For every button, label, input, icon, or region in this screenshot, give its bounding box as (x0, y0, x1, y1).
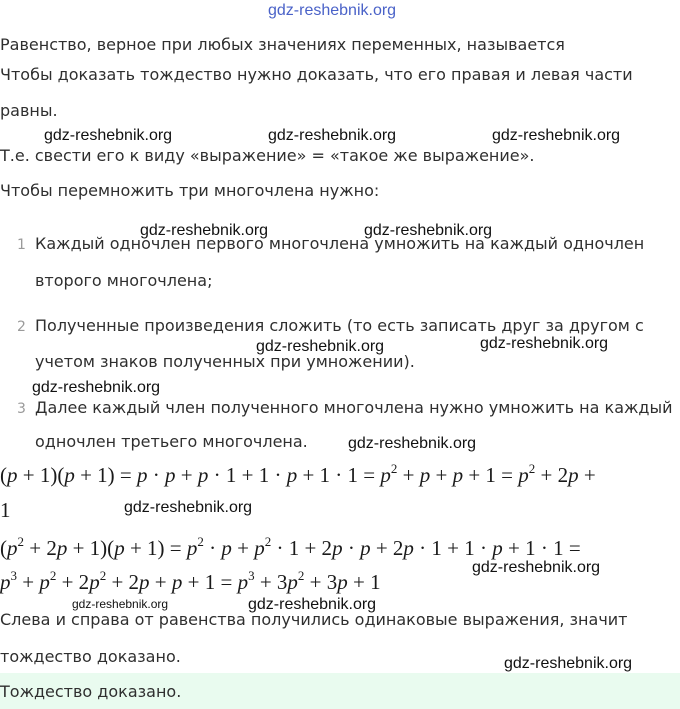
proof-line-2: равны. (0, 101, 58, 120)
proof-line-1: Чтобы доказать тождество нужно доказать, что его правая и левая части (0, 65, 633, 84)
watermark: gdz-reshebnik.org (364, 222, 493, 239)
watermark: gdz-reshebnik.org (348, 435, 477, 452)
conclusion-line-2: тождество доказано. (0, 647, 181, 666)
step-number: 2 (17, 319, 26, 335)
equation-2-continued: $p^3 + p^2 + 2p^2 + 2p + p + 1 = p^3 + 3p^2 + 3p + 1$ (0, 568, 381, 594)
watermark: gdz-reshebnik.org (124, 499, 253, 516)
proof-line-3: Т.е. свести его к виду «выражение» = «такое же выражение». (0, 146, 535, 165)
watermark: gdz-reshebnik.org (472, 559, 601, 576)
step-text: Каждый одночлен первого многочлена умножить на каждый одночлен (35, 234, 645, 253)
step-text: учетом знаков полученных при умножении). (35, 352, 415, 371)
conclusion-line-1: Слева и справа от равенства получились одинаковые выражения, значит (0, 610, 628, 629)
result-text: Тождество доказано. (0, 682, 182, 701)
step-text: Полученные произведения сложить (то есть записать друг за другом с (35, 316, 644, 335)
equation-1: $(p + 1)(p + 1) = p \cdot p + p \cdot 1 + 1 \cdot p + 1 \cdot 1 = p^2 + p + p + 1 = p^2 + 2p$ + (0, 461, 596, 487)
step-number: 1 (17, 237, 26, 253)
watermark: gdz-reshebnik.org (140, 222, 269, 239)
step-text: Далее каждый член полученного многочлена нужно умножить на каждый (35, 398, 673, 417)
watermark: gdz-reshebnik.org (44, 127, 173, 144)
definition-line: Равенство, верное при любых значениях переменных, называется (0, 35, 565, 54)
watermark: gdz-reshebnik.org (256, 338, 385, 355)
watermark: gdz-reshebnik.org (480, 335, 609, 352)
step-text: второго многочлена; (35, 271, 213, 290)
watermark: gdz-reshebnik.org (492, 127, 621, 144)
step-text: одночлен третьего многочлена. (35, 432, 308, 451)
watermark-small: gdz-reshebnik.org (72, 597, 169, 611)
step-number: 3 (17, 401, 26, 417)
watermark: gdz-reshebnik.org (32, 379, 161, 396)
watermark: gdz-reshebnik.org (504, 655, 633, 672)
equation-2: $(p^2 + 2p + 1)(p + 1) = p^2 \cdot p + p^2 \cdot 1 + 2p \cdot p + 2p \cdot 1 + 1 \cdot p + 1 \cdot 1$ = (0, 534, 581, 560)
equation-1-continued: 1 (0, 498, 11, 522)
watermark-top: gdz-reshebnik.org (268, 2, 397, 19)
watermark: gdz-reshebnik.org (268, 127, 397, 144)
multiply-intro: Чтобы перемножить три многочлена нужно: (0, 181, 380, 200)
watermark: gdz-reshebnik.org (248, 596, 377, 613)
result-banner (0, 673, 680, 709)
